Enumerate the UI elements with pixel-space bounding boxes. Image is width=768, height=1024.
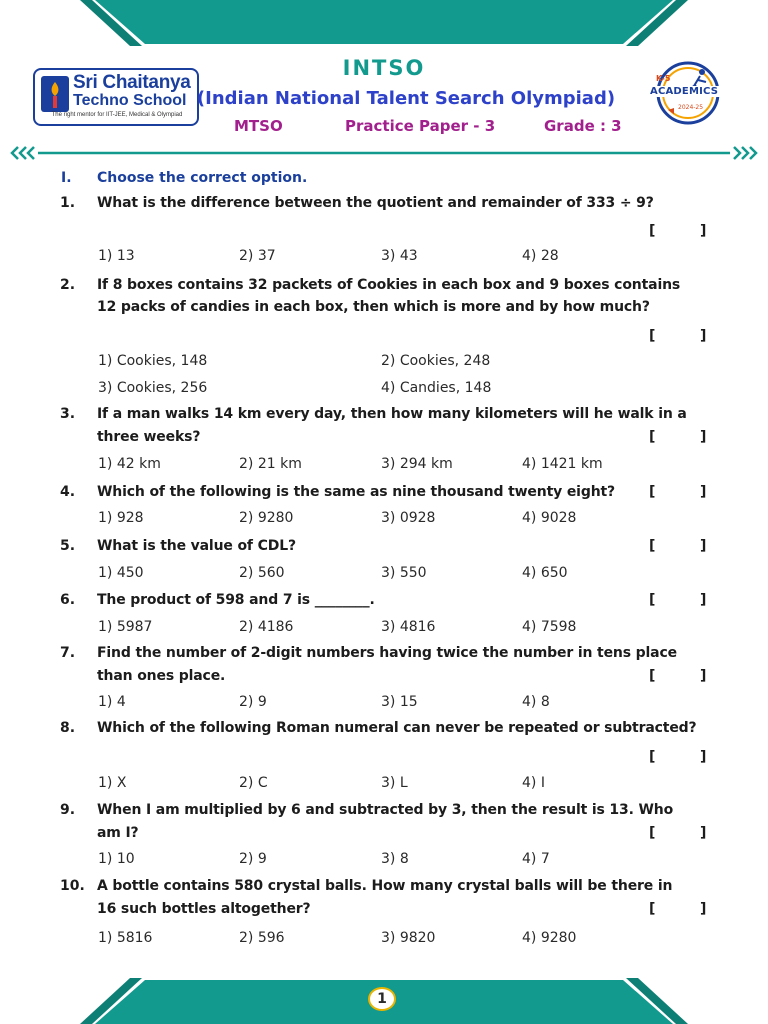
page-subtitle: (Indian National Talent Search Olympiad) — [196, 88, 616, 109]
answer-option: 4) Candies, 148 — [381, 380, 492, 396]
bracket-open: [ — [649, 484, 656, 500]
bracket-close: ] — [700, 592, 707, 608]
bracket-open: [ — [649, 901, 656, 917]
answer-option: 1) 10 — [98, 851, 135, 867]
question-number: 3. — [60, 406, 76, 422]
question-text: If 8 boxes contains 32 packets of Cookies in each box and 9 boxes contains — [97, 277, 681, 293]
question-text: 16 such bottles altogether? — [97, 901, 311, 917]
answer-option: 3) 4816 — [381, 619, 436, 635]
bracket-open: [ — [649, 223, 656, 239]
badge-academics: ACADEMICS — [650, 86, 719, 97]
answer-option: 1) 5987 — [98, 619, 153, 635]
grade-label: Grade : 3 — [544, 117, 622, 135]
question-number: 4. — [60, 484, 76, 500]
badge-year: 2024-25 — [678, 104, 704, 111]
question-text: three weeks? — [97, 429, 201, 445]
question-text: What is the difference between the quotient and remainder of 333 ÷ 9? — [97, 195, 654, 211]
answer-option: 2) 4186 — [239, 619, 294, 635]
answer-option: 4) 9028 — [522, 510, 577, 526]
answer-option: 3) 0928 — [381, 510, 436, 526]
answer-option: 3) Cookies, 256 — [98, 380, 208, 396]
answer-option: 2) 9280 — [239, 510, 294, 526]
answer-option: 4) 7598 — [522, 619, 577, 635]
bracket-close: ] — [700, 223, 707, 239]
answer-option: 4) 1421 km — [522, 456, 603, 472]
answer-option: 2) 9 — [239, 851, 267, 867]
answer-option: 4) 650 — [522, 565, 568, 581]
bracket-open: [ — [649, 429, 656, 445]
badge-k5: K-5 — [656, 74, 671, 83]
section-title: Choose the correct option. — [97, 170, 308, 186]
question-number: 7. — [60, 645, 76, 661]
question-number: 10. — [60, 878, 85, 894]
answer-option: 3) 43 — [381, 248, 418, 264]
header-divider — [10, 144, 758, 162]
bracket-open: [ — [649, 749, 656, 765]
question-number: 2. — [60, 277, 76, 293]
bracket-close: ] — [700, 668, 707, 684]
page-number: 1 — [368, 987, 396, 1011]
school-tagline: The right mentor for IIT-JEE, Medical & Olympiad — [51, 112, 183, 118]
bracket-close: ] — [700, 749, 707, 765]
question-number: 8. — [60, 720, 76, 736]
bracket-open: [ — [649, 668, 656, 684]
answer-option: 2) 9 — [239, 694, 267, 710]
answer-option: 1) 42 km — [98, 456, 161, 472]
bracket-close: ] — [700, 538, 707, 554]
question-text: Which of the following is the same as nine thousand twenty eight? — [97, 484, 616, 500]
bracket-close: ] — [700, 429, 707, 445]
answer-option: 4) 8 — [522, 694, 550, 710]
section-number: I. — [61, 170, 72, 186]
question-number: 5. — [60, 538, 76, 554]
question-number: 9. — [60, 802, 76, 818]
answer-option: 1) 4 — [98, 694, 126, 710]
answer-option: 4) 28 — [522, 248, 559, 264]
answer-option: 2) 596 — [239, 930, 285, 946]
answer-option: 3) 9820 — [381, 930, 436, 946]
question-text: 12 packs of candies in each box, then which is more and by how much? — [97, 299, 650, 315]
question-text: am I? — [97, 825, 139, 841]
answer-option: 1) 5816 — [98, 930, 153, 946]
bracket-close: ] — [700, 901, 707, 917]
bracket-open: [ — [649, 592, 656, 608]
bracket-close: ] — [700, 825, 707, 841]
question-text: What is the value of CDL? — [97, 538, 296, 554]
bracket-open: [ — [649, 538, 656, 554]
question-number: 6. — [60, 592, 76, 608]
answer-option: 3) 15 — [381, 694, 418, 710]
bracket-open: [ — [649, 825, 656, 841]
answer-option: 1) 13 — [98, 248, 135, 264]
question-text: If a man walks 14 km every day, then how many kilometers will he walk in a — [97, 406, 687, 422]
answer-option: 1) X — [98, 775, 127, 791]
answer-option: 3) 550 — [381, 565, 427, 581]
exam-label: MTSO — [234, 117, 283, 135]
header-banner — [0, 0, 768, 46]
answer-option: 1) 928 — [98, 510, 144, 526]
answer-option: 4) 9280 — [522, 930, 577, 946]
bracket-open: [ — [649, 328, 656, 344]
question-text: A bottle contains 580 crystal balls. How many crystal balls will be there in — [97, 878, 673, 894]
page-title: INTSO — [342, 56, 426, 80]
question-text: than ones place. — [97, 668, 226, 684]
answer-option: 1) Cookies, 148 — [98, 353, 208, 369]
school-name-line1: Sri Chaitanya — [73, 72, 191, 93]
answer-option: 2) C — [239, 775, 268, 791]
question-text: The product of 598 and 7 is ________. — [97, 592, 375, 608]
question-text: When I am multiplied by 6 and subtracted by 3, then the result is 13. Who — [97, 802, 674, 818]
question-text: Find the number of 2-digit numbers having twice the number in tens place — [97, 645, 677, 661]
answer-option: 4) 7 — [522, 851, 550, 867]
answer-option: 2) 37 — [239, 248, 276, 264]
question-text: Which of the following Roman numeral can never be repeated or subtracted? — [97, 720, 697, 736]
answer-option: 1) 450 — [98, 565, 144, 581]
answer-option: 3) 294 km — [381, 456, 453, 472]
bracket-close: ] — [700, 328, 707, 344]
answer-option: 3) L — [381, 775, 408, 791]
answer-option: 4) I — [522, 775, 545, 791]
question-number: 1. — [60, 195, 76, 211]
answer-option: 3) 8 — [381, 851, 409, 867]
bracket-close: ] — [700, 484, 707, 500]
answer-option: 2) Cookies, 248 — [381, 353, 491, 369]
school-name-line2: Techno School — [73, 92, 187, 109]
paper-label: Practice Paper - 3 — [345, 117, 496, 135]
answer-option: 2) 21 km — [239, 456, 302, 472]
answer-option: 2) 560 — [239, 565, 285, 581]
academics-badge — [640, 58, 738, 128]
